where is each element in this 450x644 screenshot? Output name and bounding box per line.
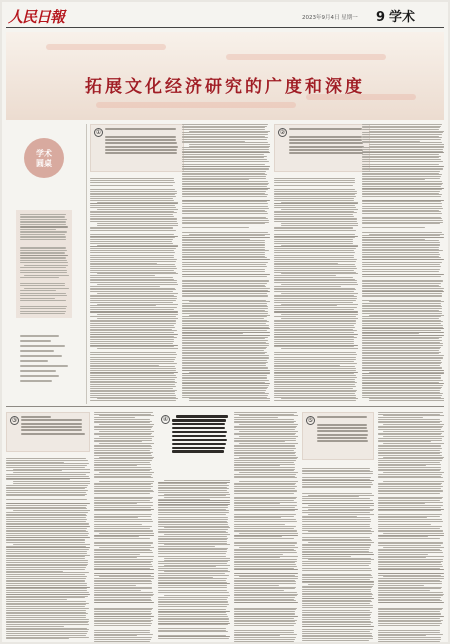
masthead-rule [6,27,444,28]
article-2-column-b [362,124,444,402]
section-name: 学术 [389,10,416,25]
headline-banner [6,32,444,120]
article-1-column-a [90,178,178,402]
page-headline: 拓展文化经济研究的广度和深度 [85,77,365,97]
article-1-column-b [182,124,270,402]
quote-box-3 [6,412,90,452]
page-number: 9 [376,10,386,25]
article-4-column-a [158,480,230,642]
quote-number-3: ③ [11,417,18,424]
article-3-column-b [94,412,154,642]
newspaper-logo: 人民日報 [8,8,65,26]
seal-line-2: 圆桌 [36,158,52,168]
article-4-column-b [234,412,298,642]
article-5-column-a [302,468,374,642]
article-5-column-b [378,412,444,642]
column-seal [24,138,64,178]
dateline: 2023年9月4日 星期一 [302,15,358,21]
quote-number-1: ① [95,129,102,136]
quote-number-2: ② [279,129,286,136]
newspaper-page [2,2,448,642]
participants-list [16,332,72,385]
article-3-column-a [6,458,90,642]
quote-number-5: ⑤ [307,417,314,424]
seal-line-1: 学术 [36,148,52,158]
page-label [372,6,415,25]
quote-box-2 [274,124,370,172]
quote-number-4: ④ [162,416,169,423]
quote-box-4 [158,412,230,474]
article-2-column-a [274,178,358,402]
quote-box-5 [302,412,374,460]
editor-note [16,210,72,318]
masthead [2,2,448,30]
quote-box-1 [90,124,184,172]
